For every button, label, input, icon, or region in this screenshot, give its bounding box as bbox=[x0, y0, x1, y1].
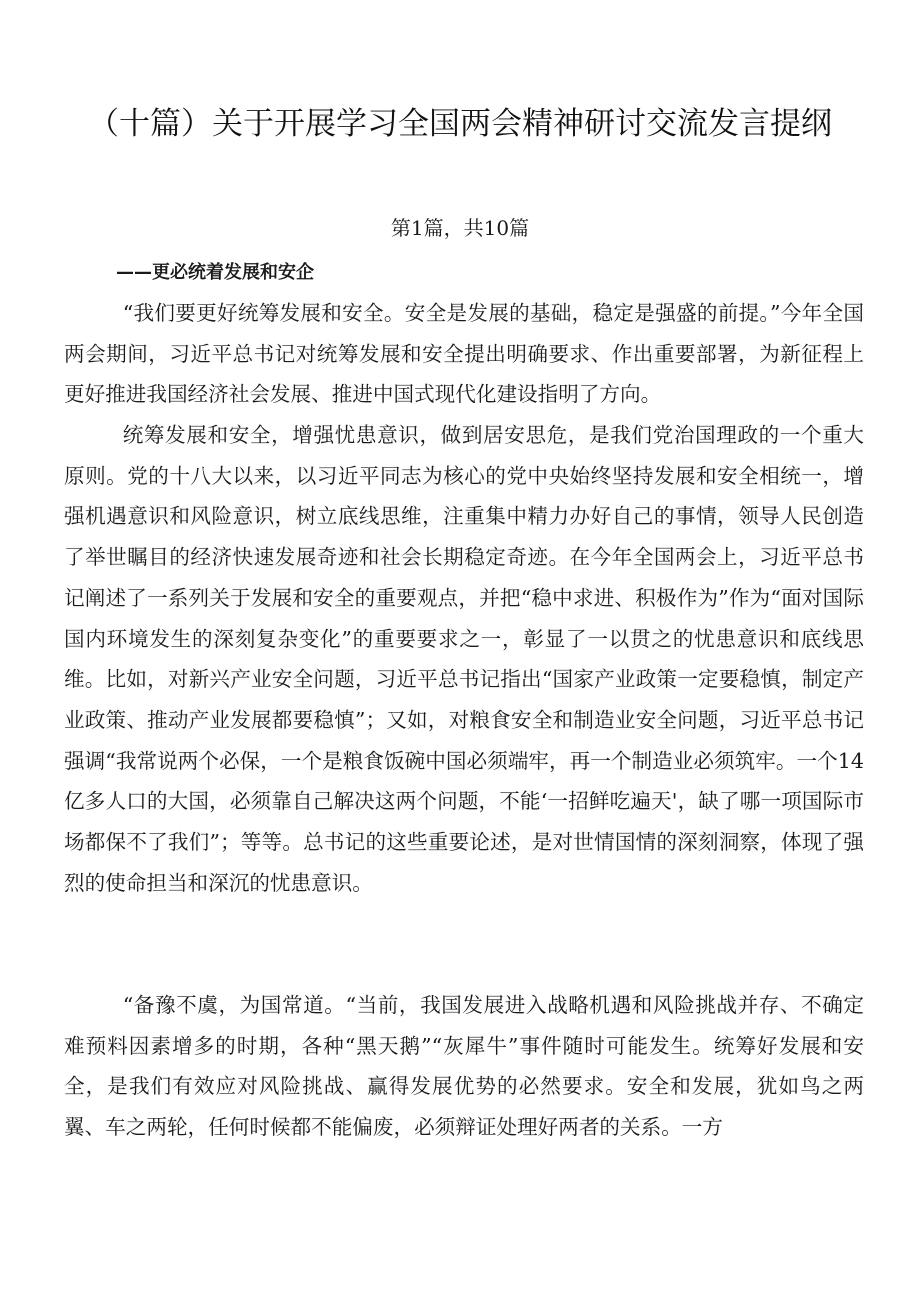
paragraph-2: 统筹发展和安全，增强忧患意识，做到居安思危，是我们党治国理政的一个重大原则。党的十八大以来，以习近平同志为核心的党中央始终坚持发展和安全相统一，增强机遇意识和风险意识，树立底线思维，注重集中精力办好自己的事情，领导人民创造了举世瞩目的经济快速发展奇迹和社会长期稳定奇迹。在今年全国两会上，习近平总书记阐述了一系列关于发展和安全的重要观点，并把“稳中求进、积极作为”作为“面对国际国内环境发生的深刻复杂变化”的重要要求之一，彰显了一以贯之的忧患意识和底线思维。比如，对新兴产业安全问题，习近平总书记指出“国家产业政策一定要稳慎，制定产业政策、推动产业发展都要稳慎”；又如，对粮食安全和制造业安全问题，习近平总书记强调“我常说两个必保，一个是粮食饭碗中国必须端牢，再一个制造业必须筑牢。一个14亿多人口的大国，必须靠自己解决这两个问题，不能‘一招鲜吃遍天'，缺了哪一项国际市场都保不了我们”；等等。总书记的这些重要论述，是对世情国情的深刻洞察，体现了强烈的使命担当和深沉的忧患意识。 bbox=[64, 423, 864, 895]
document-title: （十篇）关于开展学习全国两会精神研讨交流发言提纲 bbox=[88, 106, 832, 142]
section-subtitle: ——更必统着发展和安企 bbox=[116, 262, 314, 283]
part-label: 第1篇，共10篇 bbox=[390, 216, 530, 240]
paragraph-1: “我们要更好统筹发展和安全。安全是发展的基础，稳定是强盛的前提。”今年全国两会期间，习近平总书记对统筹发展和安全提出明确要求、作出重要部署，为新征程上更好推进我国经济社会发展、推进中国式现代化建设指明了方向。 bbox=[64, 301, 864, 407]
paragraph-3: “备豫不虞，为国常道。“当前，我国发展进入战略机遇和风险挑战并存、不确定难预料因素增多的时期，各种“黑天鹅”“灰犀牛”事件随时可能发生。统筹好发展和安全，是我们有效应对风险挑战、赢得发展优势的必然要求。安全和发展，犹如鸟之两翼、车之两轮，任何时候都不能偏废，必须辩证处理好两者的关系。一方 bbox=[64, 993, 864, 1140]
